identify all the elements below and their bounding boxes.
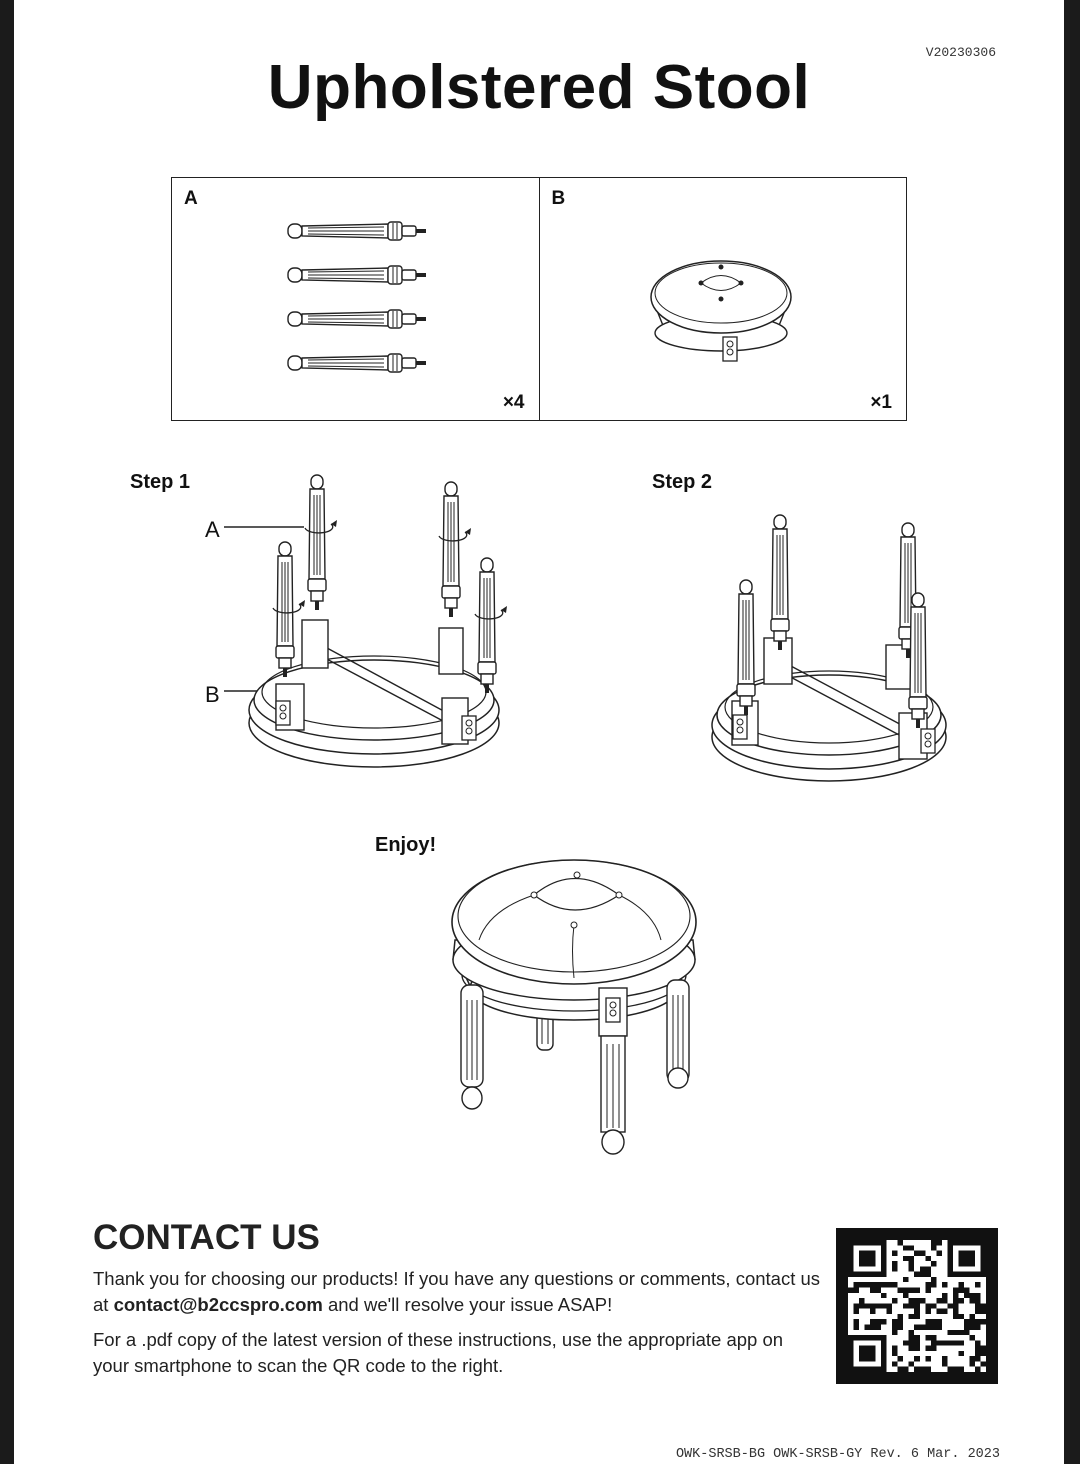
step-1-diagram xyxy=(219,470,529,780)
contact-text-intro: Thank you for choosing our products! If you have any questions or comments, contact us at xyxy=(93,1268,821,1315)
stool-seat-icon xyxy=(646,253,796,365)
qr-code-icon xyxy=(836,1228,998,1384)
contact-email[interactable]: contact@b2ccspro.com xyxy=(113,1294,323,1315)
part-letter: B xyxy=(551,188,566,209)
contact-heading: CONTACT US xyxy=(93,1218,320,1257)
parts-list xyxy=(171,177,907,421)
footer-product-code: OWK-SRSB-BG OWK-SRSB-GY Rev. 6 Mar. 2023 xyxy=(675,1447,1000,1462)
stool-leg-icon xyxy=(286,218,436,378)
callout-b: B xyxy=(205,682,220,707)
finish-label: Enjoy! xyxy=(375,834,437,856)
callout-a: A xyxy=(205,517,220,542)
version-code: V20230306 xyxy=(925,45,996,60)
assembled-stool-diagram xyxy=(439,840,709,1160)
page-title: Upholstered Stool xyxy=(267,53,811,122)
pdf-instructions-paragraph: For a .pdf copy of the latest version of these instructions, use the appropriate app on your smartphone to scan the QR code to the right. xyxy=(93,1329,784,1376)
part-a-panel xyxy=(172,178,539,420)
part-quantity: ×1 xyxy=(870,392,892,413)
contact-text-outro: and we'll resolve your issue ASAP! xyxy=(322,1294,613,1315)
part-quantity: ×4 xyxy=(502,392,525,413)
part-b-panel xyxy=(539,178,907,420)
step-1-label: Step 1 xyxy=(130,471,191,493)
step-2-label: Step 2 xyxy=(652,471,713,493)
part-letter: A xyxy=(184,188,198,209)
contact-paragraph xyxy=(93,1266,823,1318)
instruction-page xyxy=(14,0,1064,1464)
step-2-diagram xyxy=(704,505,954,790)
